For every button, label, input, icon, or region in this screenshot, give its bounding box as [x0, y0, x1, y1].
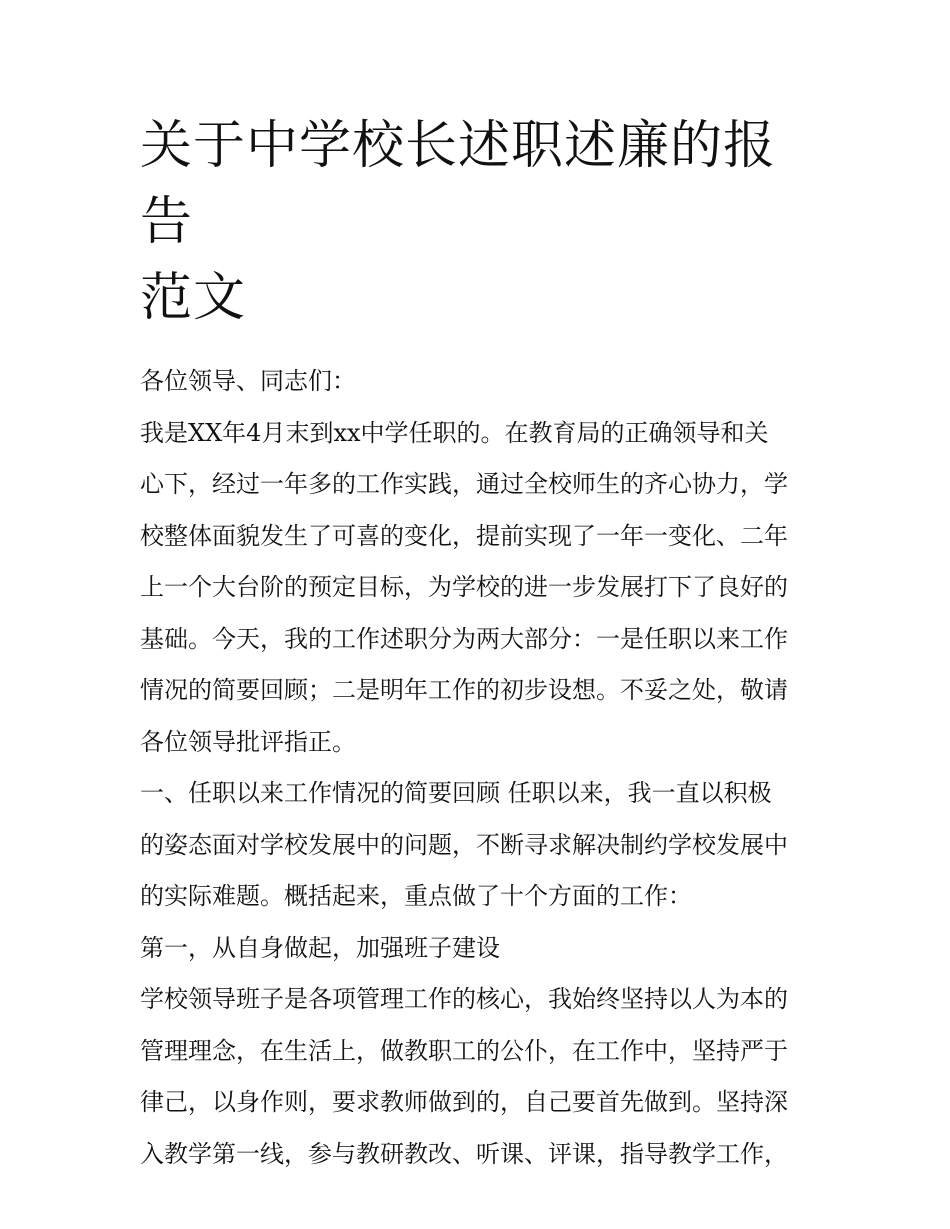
paragraph-line: 情况的简要回顾；二是明年工作的初步设想。不妥之处，敬请	[140, 676, 788, 704]
subsection-heading: 第一，从自身做起，加强班子建设	[140, 933, 500, 962]
salutation: 各位领导、同志们：	[140, 367, 356, 395]
paragraph-line: 各位领导批评指正。	[140, 727, 356, 756]
paragraph-line: 的姿态面对学校发展中的问题，不断寻求解决制约学校发展中	[140, 830, 788, 859]
paragraph-line: 心下，经过一年多的工作实践，通过全校师生的齐心协力，学	[140, 470, 788, 498]
title-line-2: 范文	[140, 268, 247, 328]
paragraph-line: 校整体面貌发生了可喜的变化，提前实现了一年一变化、二年	[140, 521, 788, 550]
paragraph-line: 上一个大台阶的预定目标，为学校的进一步发展打下了良好的	[140, 573, 788, 601]
title-line-1: 关于中学校长述职述廉的报告	[140, 116, 777, 252]
paragraph-line: 管理理念，在生活上，做教职工的公仆，在工作中，坚持严于	[140, 1036, 788, 1065]
paragraph-line: 律己，以身作则，要求教师做到的，自己要首先做到。坚持深	[140, 1088, 788, 1116]
document-body	[140, 108, 812, 1180]
section-heading-line: 一、任职以来工作情况的简要回顾 任职以来，我一直以积极	[140, 779, 772, 807]
paragraph-line: 的实际难题。概括起来，重点做了十个方面的工作：	[140, 882, 692, 910]
paragraph-line: 我是XX年4月末到xx中学任职的。在教育局的正确领导和关	[140, 418, 769, 447]
paragraph-line: 入教学第一线，参与教研教改、听课、评课，指导教学工作，	[140, 1139, 788, 1168]
paragraph-line: 基础。今天，我的工作述职分为两大部分：一是任职以来工作	[140, 624, 788, 653]
paragraph-line: 学校领导班子是各项管理工作的核心，我始终坚持以人为本的	[140, 985, 788, 1013]
document-title	[140, 108, 812, 336]
